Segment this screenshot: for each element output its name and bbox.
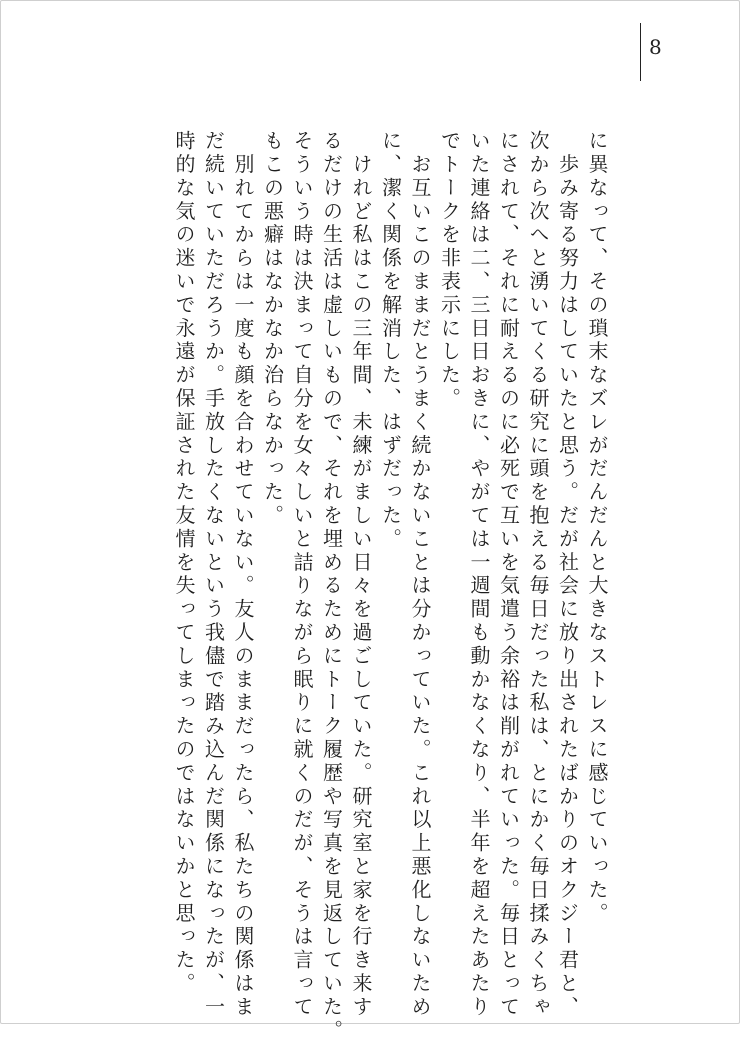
text-line: に、潔く関係を解消した、はずだった。 bbox=[378, 130, 403, 552]
text-line: 次から次へと湧いてくる研究に頭を抱える毎日だった私は、とにかく毎日揉みくちゃ bbox=[526, 130, 550, 1020]
text-line: るだけの生活は虚しいもので、それを埋めるためにトーク履歴や写真を見返していた。 bbox=[319, 130, 344, 1043]
text-line: もこの悪癖はなかなか治らなかった。 bbox=[260, 130, 285, 528]
text-line: でトークを非表示にした。 bbox=[437, 130, 462, 411]
body-text bbox=[141, 130, 611, 1043]
text-line: いた連絡は二、三日日おきに、やがては一週間も動かなくなり、半年を超えたあたり bbox=[467, 130, 491, 1020]
text-line: そういう時は決まって自分を女々しいと詰りながら眠りに就くのだが、そうは言って bbox=[290, 130, 314, 1020]
text-line: 別れてからは一度も顔を合わせていない。友人のままだったら、私たちの関係はま bbox=[231, 130, 255, 1020]
text-line: にされて、それに耐えるのに必死で互いを気遣う余裕は削がれていった。毎日とって bbox=[496, 130, 521, 1020]
text-line: 歩み寄る努力はしていたと思う。だが社会に放り出されたばかりのオクジー君と、 bbox=[555, 130, 580, 1020]
text-line: けれど私はこの三年間、未練がましい日々を過ごしていた。研究室と家を行き来す bbox=[349, 130, 373, 1020]
text-line: だ続いていただろうか。手放したくないという我儘で踏み込んだ関係になったが、一 bbox=[201, 130, 226, 1020]
text-line: に異なって、その瑣末なズレがだんだんと大きなストレスに感じていった。 bbox=[585, 130, 609, 926]
header-rule bbox=[640, 23, 641, 81]
text-line: 時的な気の迷いで永遠が保証された友情を失ってしまったのではないかと思った。 bbox=[172, 130, 196, 996]
text-line: お互いこのままだとうまく続かないことは分かっていた。これ以上悪化しないため bbox=[408, 130, 432, 1020]
page-number: 8 bbox=[649, 35, 662, 59]
